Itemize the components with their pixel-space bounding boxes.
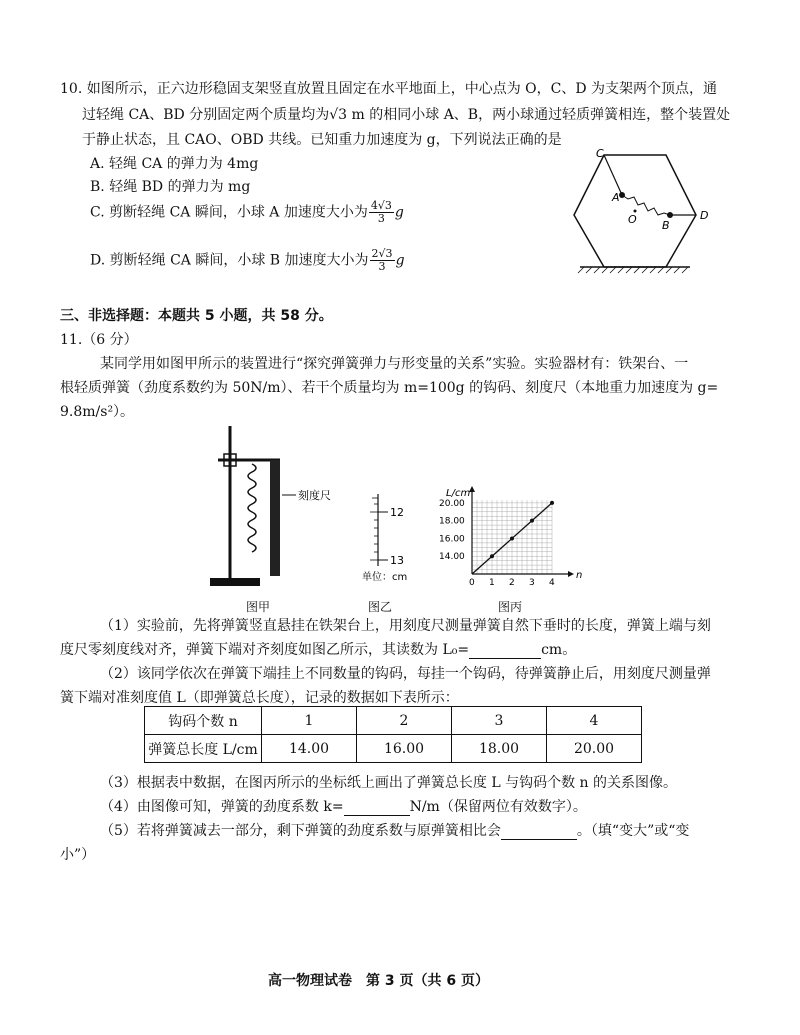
q11-part4 bbox=[100, 796, 587, 816]
label-b: B bbox=[662, 219, 670, 232]
q10-option-c-denominator: 3 bbox=[377, 212, 385, 225]
chart-x-label: n bbox=[576, 570, 583, 581]
q10-line1: 10. 如图所示，正六边形稳固支架竖直放置且固定在水平地面上，中心点为 O，C、D 为支架两个顶点，通 bbox=[60, 81, 718, 97]
chart-y-tick-label: 16.00 bbox=[439, 534, 465, 545]
answer-blank-l0[interactable] bbox=[469, 642, 541, 659]
q10-option-d-text: D. 剪断轻绳 CA 瞬间，小球 B 加速度大小为 bbox=[90, 252, 369, 269]
q11-part3: （3）根据表中数据，在图丙所示的坐标纸上画出了弹簧总长度 L 与钩码个数 n 的关系图像。 bbox=[100, 775, 678, 791]
q11-intro-line3: 9.8m/s²）。 bbox=[60, 404, 135, 420]
spring bbox=[622, 195, 670, 215]
label-d: D bbox=[700, 209, 709, 222]
q11-part5 bbox=[100, 820, 689, 840]
table-cell: 1 bbox=[262, 707, 357, 735]
q10-line3: 于静止状态，且 CAO、OBD 共线。已知重力加速度为 g，下列说法正确的是 bbox=[82, 132, 562, 148]
q10-option-d-numerator: 2√3 bbox=[371, 247, 393, 260]
q10-option-c-fraction bbox=[369, 200, 394, 225]
q11-header: 11.（6 分） bbox=[60, 332, 138, 348]
tick-13-label: 13 bbox=[390, 554, 404, 567]
table-cell: 4 bbox=[547, 707, 642, 735]
ruler-unit-label: 单位：cm bbox=[362, 572, 408, 583]
q10-line2: 过轻绳 CA、BD 分别固定两个质量均为√3 m 的相同小球 A、B，两小球通过轻质弹簧相连，整个装置处 bbox=[82, 107, 731, 123]
table-cell: 3 bbox=[452, 707, 547, 735]
table-cell: 18.00 bbox=[452, 735, 547, 763]
q10-option-c-g: g bbox=[394, 204, 404, 221]
chart-y-tick-label: 18.00 bbox=[439, 516, 465, 527]
table-cell: 16.00 bbox=[357, 735, 452, 763]
q10-option-a: A. 轻绳 CA 的弹力为 4mg bbox=[90, 156, 259, 172]
answer-blank-k[interactable] bbox=[344, 799, 410, 816]
table-row bbox=[145, 707, 642, 735]
chart-data-point bbox=[510, 536, 514, 540]
answer-blank-change[interactable] bbox=[501, 823, 577, 840]
chart-x-tick-label: 4 bbox=[549, 578, 555, 588]
q11-part4-text: （4）由图像可知，弹簧的劲度系数 k= bbox=[100, 799, 344, 815]
q11-part5-text: （5）若将弹簧减去一部分，剩下弹簧的劲度系数与原弹簧相比会 bbox=[100, 823, 501, 839]
tick-12-label: 12 bbox=[390, 506, 404, 519]
label-c: C bbox=[596, 147, 604, 160]
caption-jia: 图甲 bbox=[246, 600, 271, 614]
chart-x-tick-label: 1 bbox=[489, 578, 495, 588]
label-a: A bbox=[612, 191, 620, 204]
q11-part1-unit: cm。 bbox=[541, 642, 577, 658]
table-cell: 2 bbox=[357, 707, 452, 735]
chart-x-tick-label: 0 bbox=[469, 578, 475, 588]
ruler-label: 刻度尺 bbox=[298, 489, 331, 502]
figure-bing-chart bbox=[428, 486, 583, 588]
table-header-n: 钩码个数 n bbox=[145, 707, 262, 735]
ruler-bar bbox=[270, 460, 280, 576]
page-footer: 高一物理试卷 第 3 页（共 6 页） bbox=[268, 973, 489, 989]
figure-jia-apparatus bbox=[200, 420, 340, 590]
section-3-title: 三、非选择题：本题共 5 小题，共 58 分。 bbox=[60, 308, 333, 324]
chart-y-tick-label: 20.00 bbox=[439, 498, 465, 509]
data-table bbox=[144, 706, 642, 763]
chart-x-arrow bbox=[568, 571, 574, 577]
chart-x-tick-label: 3 bbox=[529, 578, 535, 588]
q10-option-c bbox=[90, 200, 404, 225]
chart-x-tick-label: 2 bbox=[509, 578, 515, 588]
chart-y-label: L/cm bbox=[446, 488, 471, 499]
q11-intro-line2: 根轻质弹簧（劲度系数约为 50N/m）、若干个质量均为 m=100g 的钩码、刻度尺（本地重力加速度为 g= bbox=[60, 380, 719, 396]
q10-option-d-g: g bbox=[395, 252, 405, 269]
chart-y-tick-label: 14.00 bbox=[439, 552, 465, 563]
q11-part2-line2: 簧下端对准刻度值 L（即弹簧总长度），记录的数据如下表所示： bbox=[60, 690, 459, 706]
chart-data-point bbox=[530, 519, 534, 523]
table-header-l: 弹簧总长度 L/cm bbox=[145, 735, 262, 763]
q10-option-c-numerator: 4√3 bbox=[370, 199, 392, 212]
q11-part1-line2 bbox=[60, 639, 576, 659]
q10-option-b: B. 轻绳 BD 的弹力为 mg bbox=[90, 179, 251, 195]
q10-option-d-denominator: 3 bbox=[378, 260, 386, 273]
q11-part5-tail: 。（填“变大”或“变 bbox=[576, 823, 690, 839]
q11-part5-line2: 小”） bbox=[60, 847, 96, 863]
ball-b bbox=[667, 212, 673, 218]
label-o: O bbox=[628, 213, 637, 226]
table-cell: 14.00 bbox=[262, 735, 357, 763]
q11-part1-text: 度尺零刻度线对齐，弹簧下端对齐刻度如图乙所示，其读数为 L₀= bbox=[60, 642, 470, 658]
table-row bbox=[145, 735, 642, 763]
ground-hatching bbox=[578, 267, 688, 273]
table-cell: 20.00 bbox=[547, 735, 642, 763]
q10-option-d-fraction bbox=[370, 248, 395, 273]
stand-base bbox=[210, 578, 260, 586]
q11-part1-line1: （1）实验前，先将弹簧竖直悬挂在铁架台上，用刻度尺测量弹簧自然下垂时的长度，弹簧上端与刻 bbox=[100, 618, 711, 634]
ball-a bbox=[619, 192, 625, 198]
caption-yi: 图乙 bbox=[368, 600, 393, 614]
q11-part4-unit: N/m（保留两位有效数字）。 bbox=[409, 799, 587, 815]
q10-hexagon-figure bbox=[560, 145, 720, 275]
q11-part2-line1: （2）该同学依次在弹簧下端挂上不同数量的钩码，每挂一个钩码，待弹簧静止后，用刻度尺测量弹 bbox=[100, 666, 711, 682]
chart-data-point bbox=[550, 501, 554, 505]
q10-option-d bbox=[90, 248, 405, 273]
rope-ca bbox=[604, 155, 622, 195]
ruler-ticks bbox=[370, 498, 378, 560]
q11-intro-line1: 某同学用如图甲所示的装置进行“探究弹簧弹力与形变量的关系”实验。实验器材有：铁架台、一 bbox=[100, 356, 689, 372]
caption-bing: 图丙 bbox=[498, 600, 523, 614]
spring-coil bbox=[248, 464, 256, 552]
chart-data-point bbox=[490, 554, 494, 558]
q10-option-c-text: C. 剪断轻绳 CA 瞬间，小球 A 加速度大小为 bbox=[90, 204, 368, 221]
